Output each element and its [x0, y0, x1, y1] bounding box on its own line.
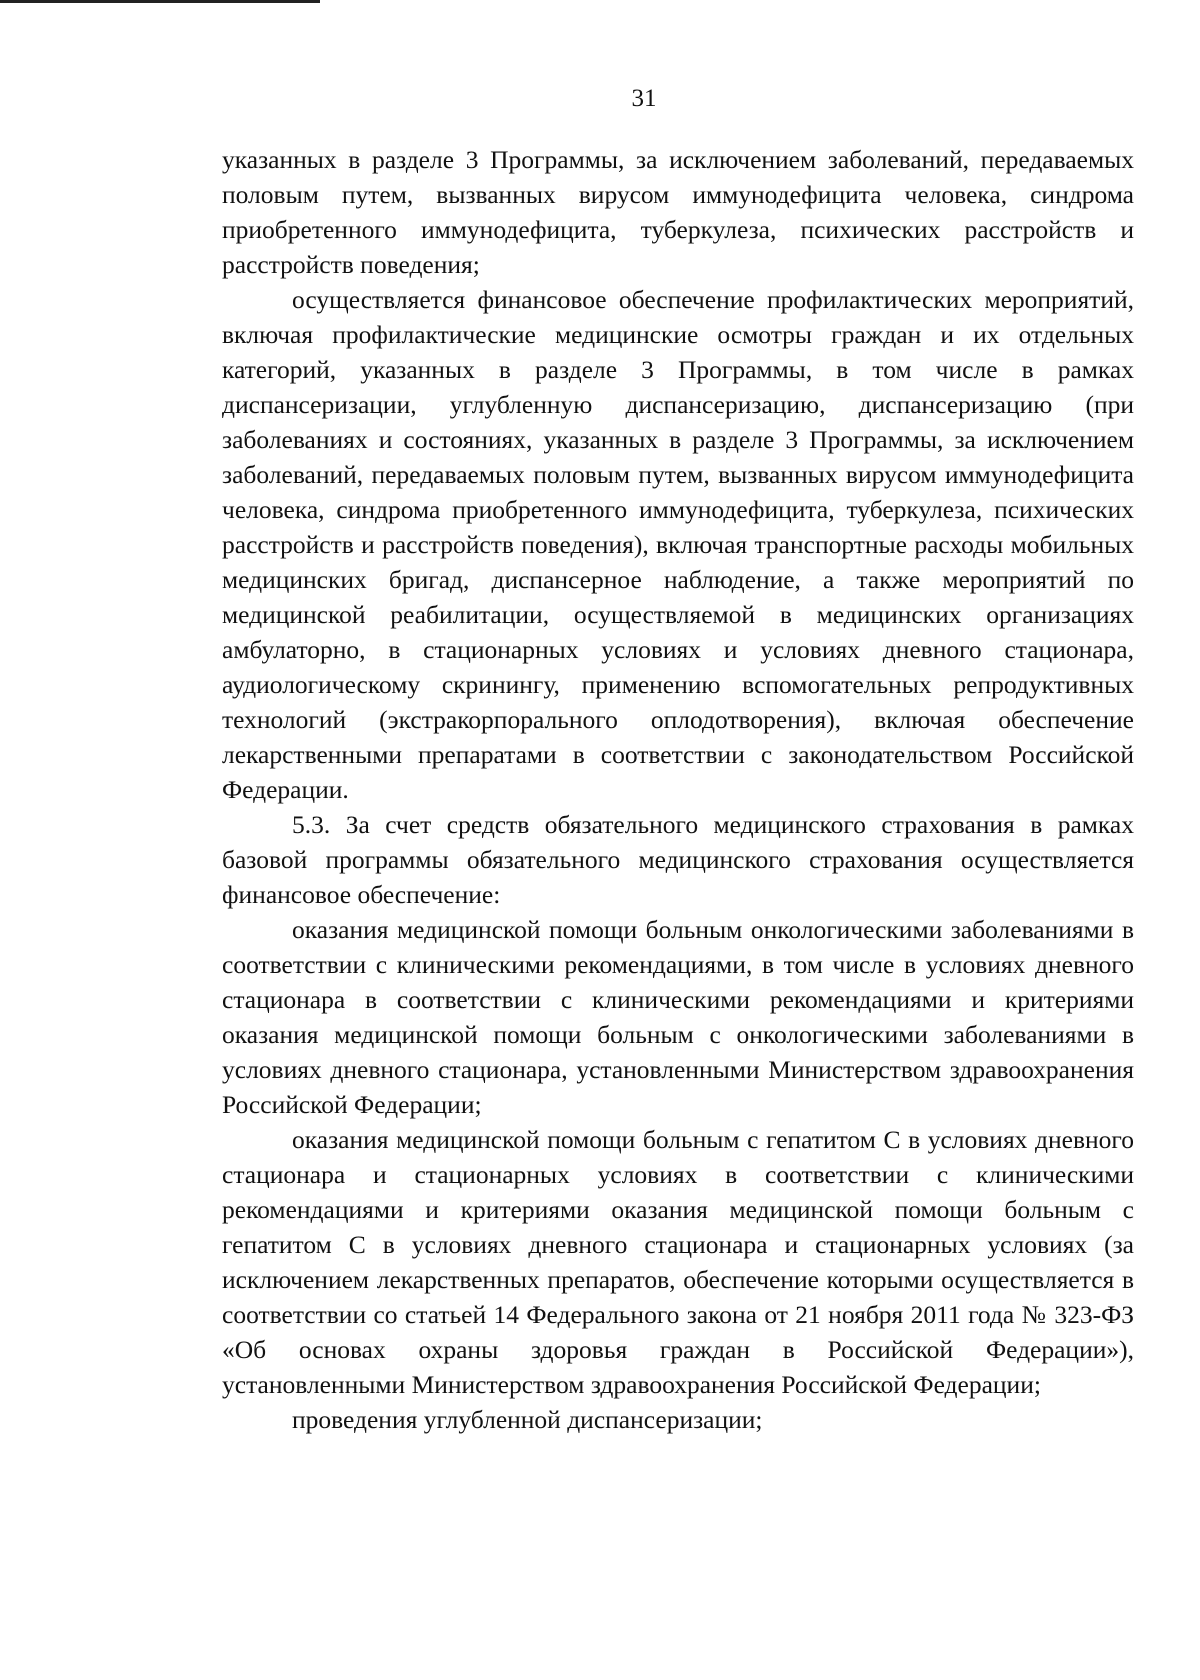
- paragraph-section-5-3: 5.3. За счет средств обязательного медицинского страхования в рамках базовой программы обязательного медицинского страхования осуществляется финансовое обеспечение:: [222, 810, 1134, 909]
- paragraph-hepatitis-c-care: оказания медицинской помощи больным с гепатитом С в условиях дневного стационара и стационарных условиях в соответствии с клиническими рекомендациями и критериями оказания медицинской помощи больным с гепатитом С в условиях дневного стационара и стационарных условиях (за исключением лекарственных препаратов, обеспечение которыми осуществляется в соответствии со статьей 14 Федерального закона от 21 ноября 2011 года № 323-ФЗ «Об основах охраны здоровья граждан в Российской Федерации»), установленными Министерством здравоохранения Российской Федерации;: [222, 1125, 1134, 1399]
- document-body: [222, 142, 1134, 1437]
- paragraph-preventive-measures: осуществляется финансовое обеспечение профилактических мероприятий, включая профилактические медицинские осмотры граждан и их отдельных категорий, указанных в разделе 3 Программы, в том числе в рамках диспансеризации, углубленную диспансеризацию, диспансеризацию (при заболеваниях и состояниях, указанных в разделе 3 Программы, за исключением заболеваний, передаваемых половым путем, вызванных вирусом иммунодефицита человека, синдрома приобретенного иммунодефицита, туберкулеза, психических расстройств и расстройств поведения), включая транспортные расходы мобильных медицинских бригад, диспансерное наблюдение, а также мероприятий по медицинской реабилитации, осуществляемой в медицинских организациях амбулаторно, в стационарных условиях и условиях дневного стационара, аудиологическому скринингу, применению вспомогательных репродуктивных технологий (экстракорпорального оплодотворения), включая обеспечение лекарственными препаратами в соответствии с законодательством Российской Федерации.: [222, 285, 1134, 804]
- paragraph-oncology-care: оказания медицинской помощи больным онкологическими заболеваниями в соответствии с клиническими рекомендациями, в том числе в условиях дневного стационара в соответствии с клиническими рекомендациями и критериями оказания медицинской помощи больным с онкологическими заболеваниями в условиях дневного стационара, установленными Министерством здравоохранения Российской Федерации;: [222, 915, 1134, 1119]
- paragraph-continuation: указанных в разделе 3 Программы, за исключением заболеваний, передаваемых половым путем, вызванных вирусом иммунодефицита человека, синдрома приобретенного иммунодефицита, туберкулеза, психических расстройств и расстройств поведения;: [222, 145, 1134, 279]
- page-number: 31: [631, 85, 657, 112]
- scan-edge-rule: [0, 0, 320, 3]
- paragraph-in-depth-screening: проведения углубленной диспансеризации;: [292, 1405, 763, 1434]
